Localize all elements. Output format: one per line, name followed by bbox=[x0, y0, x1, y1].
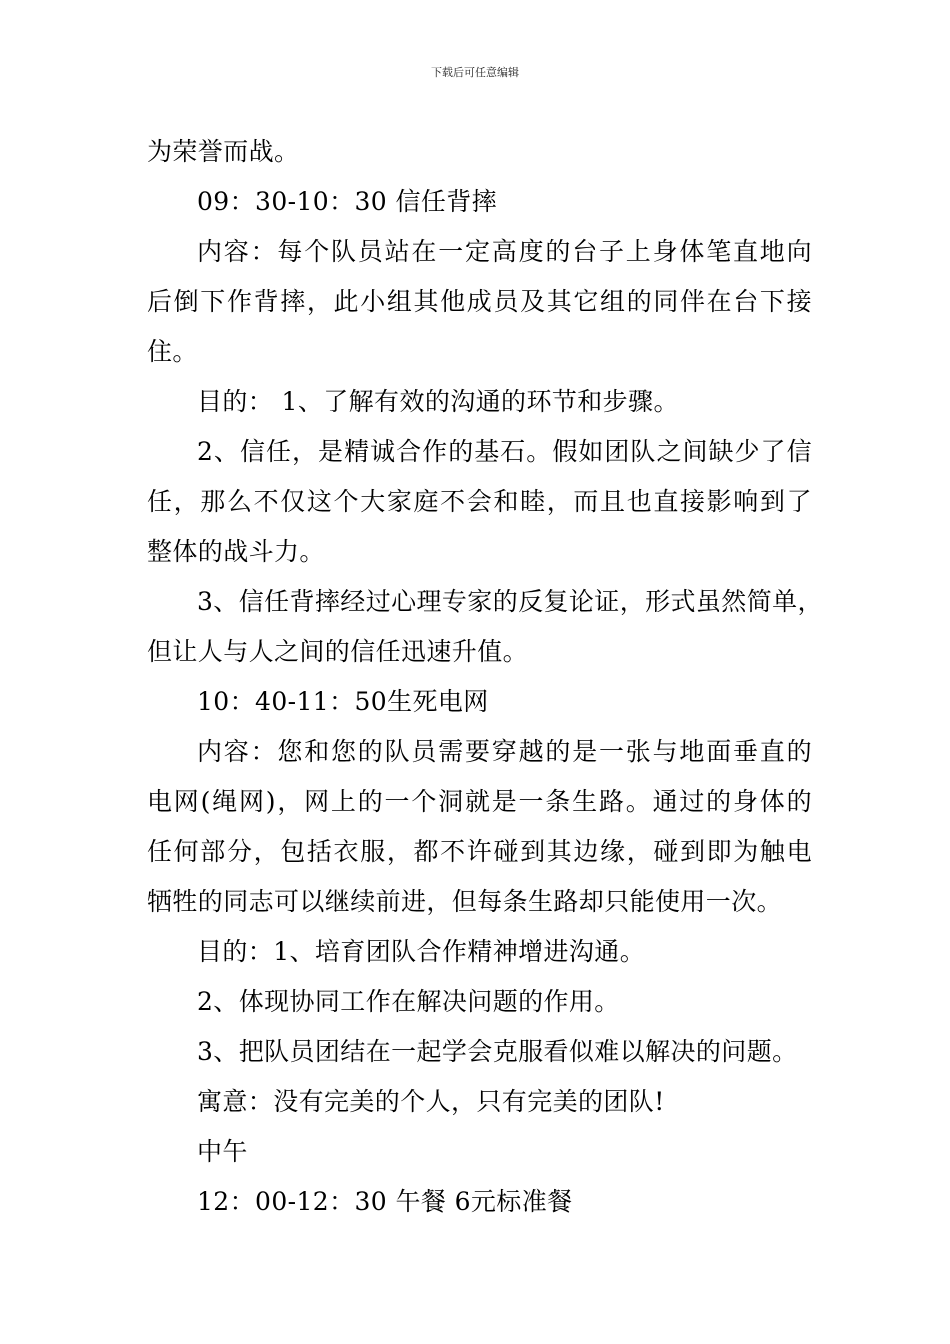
text-line: 3、信任背摔经过心理专家的反复论证，形式虽然简单， bbox=[197, 587, 823, 616]
text-line: 电网(绳网)，网上的一个洞就是一条生路。通过的身体的 bbox=[147, 787, 812, 816]
text-line: 整体的战斗力。 bbox=[147, 537, 325, 566]
text-line: 目的：1、培育团队合作精神增进沟通。 bbox=[197, 937, 646, 966]
section-heading: 中午 bbox=[197, 1137, 248, 1166]
text-line: 任，那么不仅这个大家庭不会和睦，而且也直接影响到了 bbox=[147, 487, 812, 516]
text-line: 后倒下作背摔，此小组其他成员及其它组的同伴在台下接 bbox=[147, 287, 812, 316]
schedule-item-title: 09：30-10：30 信任背摔 bbox=[197, 187, 498, 216]
text-line: 3、把队员团结在一起学会克服看似难以解决的问题。 bbox=[197, 1037, 798, 1066]
text-line: 内容：每个队员站在一定高度的台子上身体笔直地向 bbox=[197, 237, 812, 266]
schedule-item-title: 10：40-11：50生死电网 bbox=[197, 687, 489, 716]
text-line: 寓意：没有完美的个人，只有完美的团队! bbox=[197, 1087, 665, 1116]
document-body bbox=[147, 127, 823, 1227]
page-header-note: 下载后可任意编辑 bbox=[431, 66, 519, 79]
text-line: 2、体现协同工作在解决问题的作用。 bbox=[197, 987, 620, 1016]
text-line: 牺牲的同志可以继续前进，但每条生路却只能使用一次。 bbox=[147, 887, 783, 916]
text-line: 任何部分，包括衣服，都不许碰到其边缘，碰到即为触电 bbox=[147, 837, 812, 866]
schedule-item-title: 12：00-12：30 午餐 6元标准餐 bbox=[197, 1187, 573, 1216]
text-line: 内容：您和您的队员需要穿越的是一张与地面垂直的 bbox=[197, 737, 812, 766]
text-line: 2、信任，是精诚合作的基石。假如团队之间缺少了信 bbox=[197, 437, 812, 466]
text-line: 为荣誉而战。 bbox=[147, 137, 300, 166]
text-line: 住。 bbox=[147, 337, 198, 366]
text-line: 但让人与人之间的信任迅速升值。 bbox=[147, 637, 529, 666]
text-line: 目的： 1、了解有效的沟通的环节和步骤。 bbox=[197, 387, 679, 416]
